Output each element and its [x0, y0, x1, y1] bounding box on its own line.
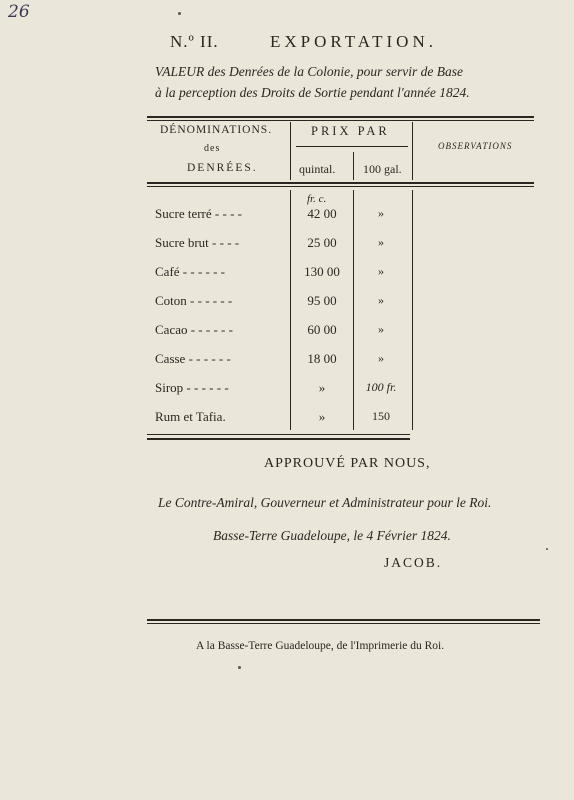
table-bottom-rule [147, 438, 410, 440]
col-rule-header-1 [290, 122, 291, 180]
table-row-quintal: » [318, 409, 326, 424]
table-row-name: Sucre brut - - - - [155, 235, 240, 250]
margin-note: 26 [8, 2, 30, 22]
table-row-quintal: 60 00 [307, 322, 337, 337]
col-rule-header-3 [412, 122, 413, 180]
table-bottom-rule-thin [147, 434, 410, 435]
table-row-quintal: » [318, 380, 326, 395]
table-row-quintal: 42 00 [307, 206, 337, 221]
table-row-gal: 100 fr. [365, 380, 397, 394]
document-number: N.º II. [170, 32, 219, 51]
header-bottom-rule [147, 182, 534, 184]
ink-speck [546, 548, 548, 550]
table-row-name: Cacao - - - - - - [155, 322, 233, 337]
col-rule-body-3 [412, 190, 413, 430]
header-quintal: quintal. [299, 162, 336, 176]
ink-speck [178, 12, 181, 15]
table-row-gal: » [378, 235, 384, 249]
col-rule-body-1 [290, 190, 291, 430]
subtitle-line-2: à la perception des Droits de Sortie pendant l'année 1824. [155, 85, 470, 100]
document-title: EXPORTATION. [270, 32, 437, 51]
approval-line: APPROUVÉ PAR NOUS, [264, 456, 431, 471]
place-date: Basse-Terre Guadeloupe, le 4 Février 1824. [213, 528, 451, 543]
table-row-gal: 150 [372, 409, 390, 423]
footer-rule [147, 619, 540, 621]
header-bottom-rule-thin [147, 186, 534, 187]
table-row-gal: » [378, 351, 384, 365]
header-denominations: DÉNOMINATIONS. [160, 124, 273, 136]
table-top-rule-thin [147, 120, 534, 121]
table-row-quintal: 95 00 [307, 293, 337, 308]
header-100-gal: 100 gal. [363, 162, 402, 176]
header-prix-par: PRIX PAR [311, 124, 390, 138]
signatory-name: JACOB. [384, 555, 443, 570]
table-top-rule [147, 116, 534, 118]
table-row-quintal: 130 00 [304, 264, 340, 279]
table-row-name: Casse - - - - - - [155, 351, 231, 366]
subtitle-line-1: VALEUR des Denrées de la Colonie, pour servir de Base [155, 64, 463, 79]
price-brace-rule [296, 146, 408, 147]
header-denrees: DENRÉES. [187, 162, 258, 174]
col-rule-body-2 [353, 190, 354, 430]
signatory-title: Le Contre-Amiral, Gouverneur et Administrateur pour le Roi. [158, 495, 492, 510]
table-row-quintal: 18 00 [307, 351, 337, 366]
ink-speck [238, 666, 241, 669]
units-label: fr. c. [307, 193, 327, 205]
footer-rule-thin [147, 623, 540, 624]
table-row-gal: » [378, 322, 384, 336]
table-row-quintal: 25 00 [307, 235, 337, 250]
header-observations: OBSERVATIONS [438, 141, 513, 151]
table-row-gal: » [378, 264, 384, 278]
table-row-name: Coton - - - - - - [155, 293, 233, 308]
table-row-gal: » [378, 293, 384, 307]
printer-imprint: A la Basse-Terre Guadeloupe, de l'Imprimerie du Roi. [196, 640, 445, 652]
table-row-name: Sirop - - - - - - [155, 380, 229, 395]
table-row-gal: » [378, 206, 384, 220]
table-row-name: Rum et Tafia. [155, 409, 226, 424]
table-row-name: Café - - - - - - [155, 264, 226, 279]
header-des: des [204, 143, 221, 154]
table-row-name: Sucre terré - - - - [155, 206, 242, 221]
col-rule-header-2 [353, 152, 354, 180]
